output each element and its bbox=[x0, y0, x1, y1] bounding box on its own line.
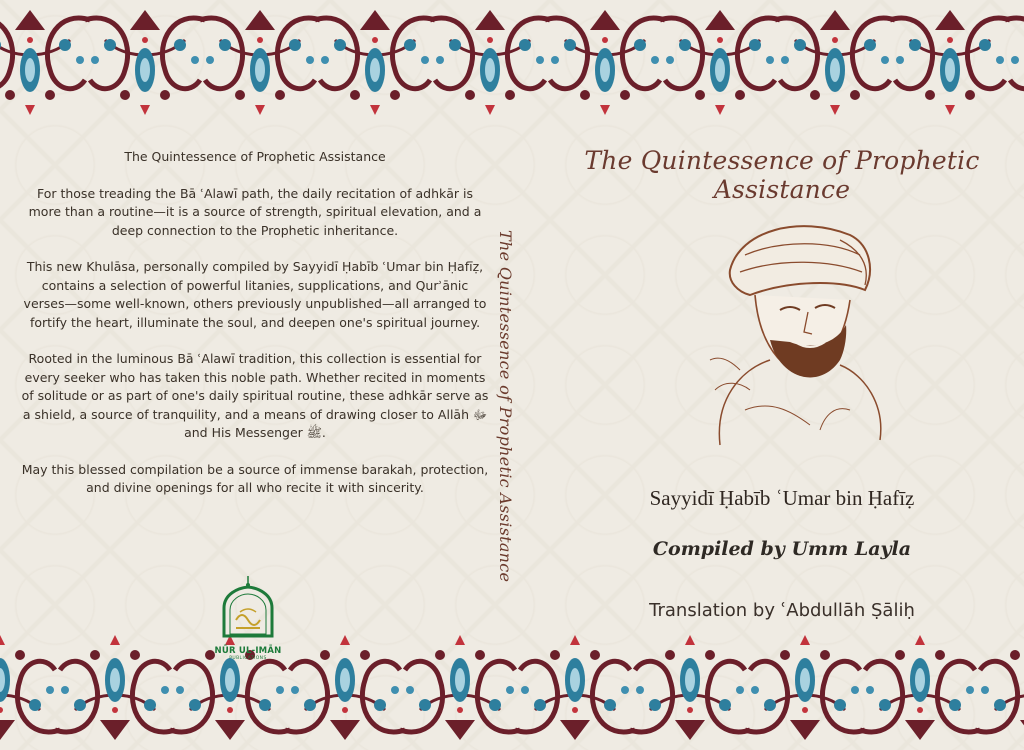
back-cover-paragraph: For those treading the Bā ʿAlawī path, the daily recitation of adhkār is more than a routine—it is a source of strength, spiritual elevation, and a deep connection to the Prophetic inheritance. bbox=[28, 185, 482, 238]
mosque-dome-logo-icon bbox=[206, 574, 290, 644]
floral-border-bottom bbox=[0, 632, 1024, 750]
sketch-portrait-icon bbox=[700, 210, 900, 450]
author-name: Sayyidī Ḥabīb ʿUmar bin Ḥafīẓ bbox=[649, 486, 915, 510]
compiled-by: Compiled by Umm Layla bbox=[652, 538, 912, 560]
portrait-sketch bbox=[700, 210, 900, 450]
back-cover-text bbox=[20, 138, 490, 516]
floral-border-top bbox=[0, 0, 1024, 120]
publisher-logo bbox=[206, 574, 290, 661]
back-cover-paragraph: May this blessed compilation be a source of immense barakah, protection, and divine openings for all who recite it with sincerity. bbox=[21, 461, 489, 495]
front-cover-title: The Quintessence of Prophetic Assistance bbox=[584, 146, 980, 204]
floral-border-top-svg bbox=[0, 0, 1024, 120]
translation-credit: Translation by ʿAbdullāh Ṣāliḥ bbox=[649, 600, 915, 621]
back-cover-title: The Quintessence of Prophetic Assistance bbox=[124, 149, 386, 164]
spine bbox=[496, 230, 536, 583]
spine-title: The Quintessence of Prophetic Assistance bbox=[496, 230, 515, 583]
floral-border-bottom-svg bbox=[0, 632, 1024, 750]
publisher-name: NŪR UL-IMĀN bbox=[214, 646, 282, 656]
back-cover-paragraph: Rooted in the luminous Bā ʿAlawī tradition, this collection is essential for every seeker who has taken this noble path. Whether recited in moments of solitude or as part of one's daily spiritual routine, these adhkār serve as a shield, a source of tranquility, and a means of drawing closer to Allāh ﷻ and His Messenger ﷺ. bbox=[21, 351, 489, 440]
publisher-subtitle: PUBLICATIONS bbox=[229, 656, 267, 661]
back-cover-paragraph: This new Khulāsa, personally compiled by Sayyidī Ḥabīb ʿUmar bin Ḥafīẓ, contains a selection of powerful litanies, supplications, and Qurʾānic verses—some well-known, others previously unpublished—all arranged to fortify the heart, illuminate the soul, and deepen one's spiritual journey. bbox=[23, 259, 487, 330]
